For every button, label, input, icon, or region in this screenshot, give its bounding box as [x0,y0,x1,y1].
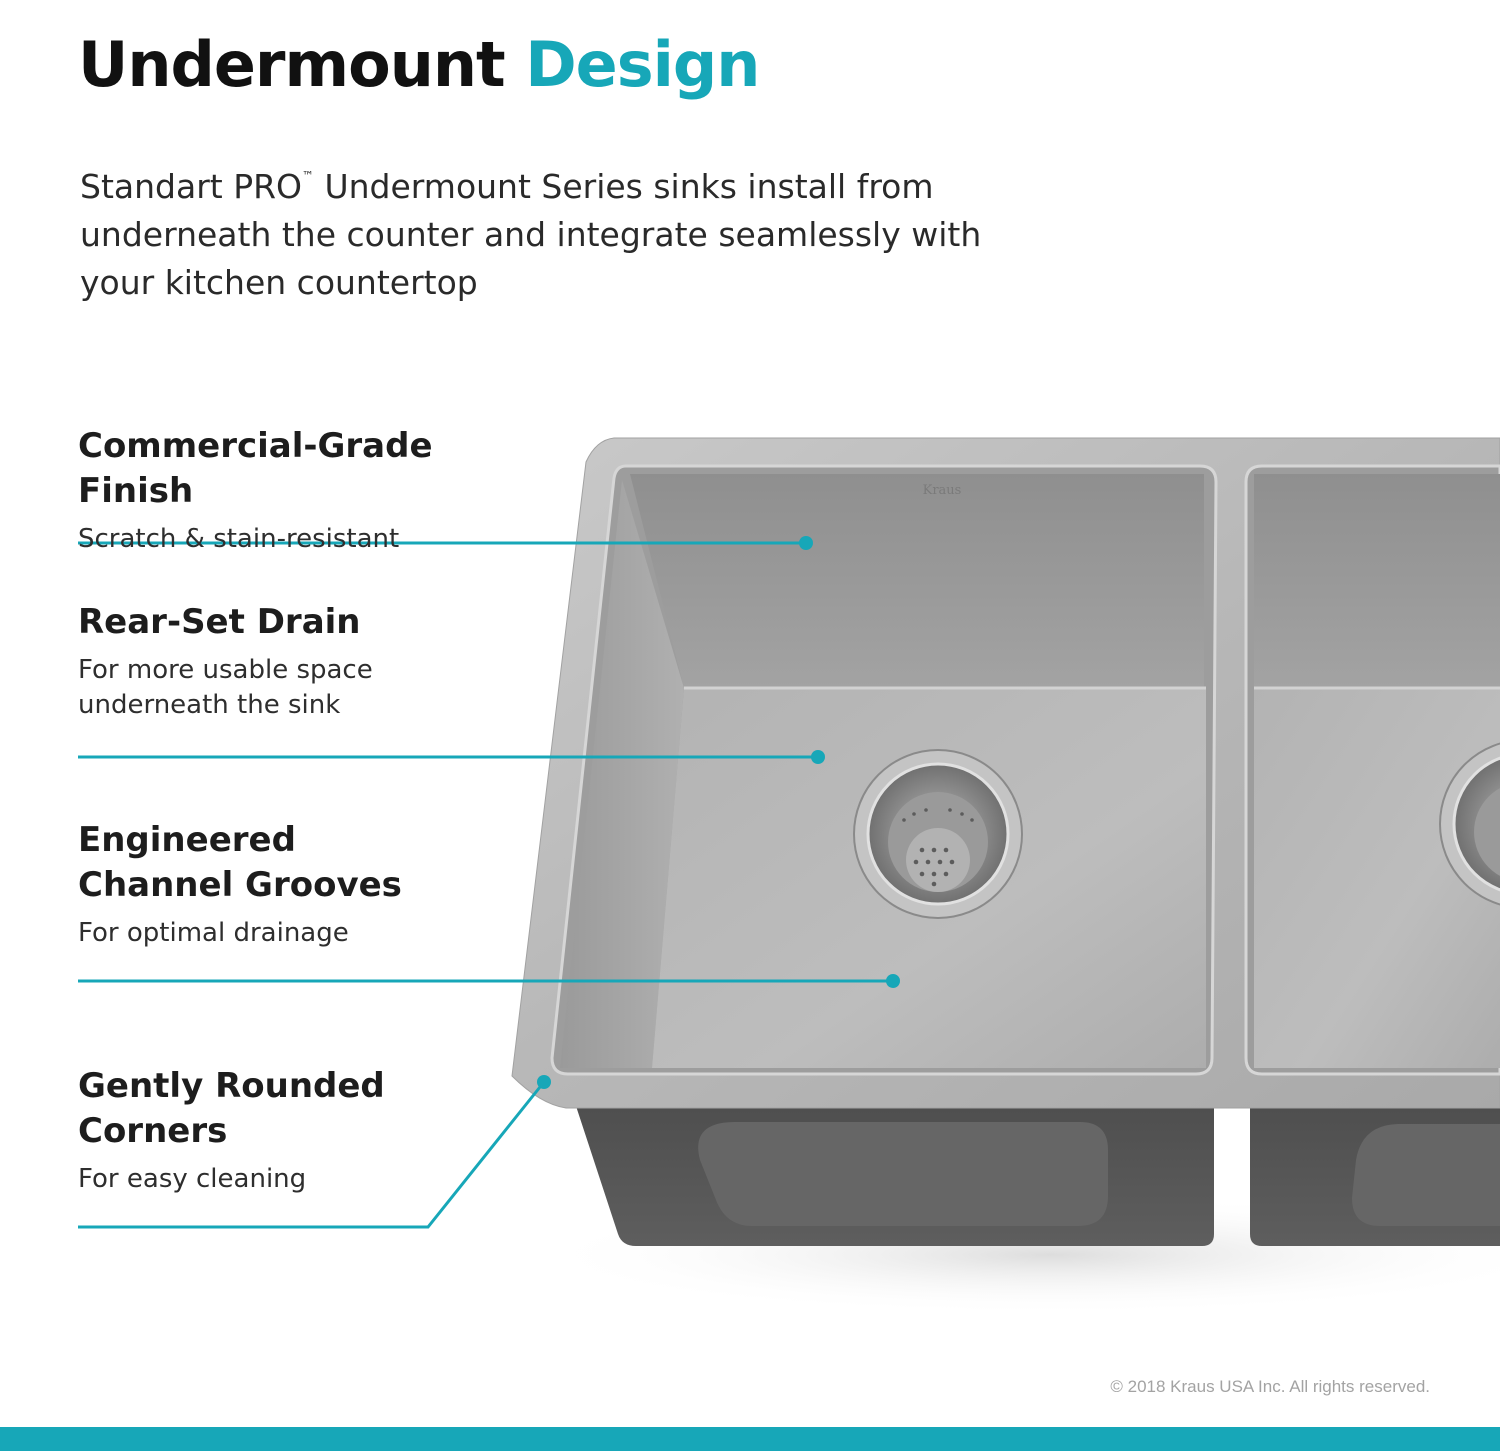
drain-strainer [854,750,1022,918]
intro-description: Undermount Series sinks install from underneath the counter and integrate seamlessly with your kitchen countertop [80,167,982,302]
copyright-notice: © 2018 Kraus USA Inc. All rights reserved. [1110,1377,1430,1396]
right-bowl-back-wall [1254,474,1500,688]
feature-gently-rounded-corners [78,1064,398,1197]
feature-engineered-channel-grooves [78,818,418,951]
callout-dot-drain [811,750,825,764]
trademark-symbol: ™ [302,169,314,183]
left-bowl-underside-panel [698,1122,1108,1226]
page-title [78,28,759,101]
sink-logo: Kraus [922,483,962,498]
bottom-accent-bar [0,1427,1500,1451]
left-bowl [552,466,1216,1074]
feature-title: Gently Rounded Corners [78,1066,385,1151]
feature-subtitle: Scratch & stain-resistant [78,524,400,554]
feature-subtitle: For optimal drainage [78,918,349,948]
left-bowl-back-wall [630,474,1204,688]
intro-paragraph [80,152,1060,307]
right-bowl [1246,466,1500,1074]
right-bowl-underside-panel [1352,1124,1500,1226]
title-main: Undermount [78,28,505,101]
callout-dot-corners [537,1075,551,1089]
feature-subtitle: For more usable space underneath the sink [78,655,373,720]
feature-title: Rear-Set Drain [78,602,361,642]
callout-dot-grooves [886,974,900,988]
feature-rear-set-drain [78,600,458,723]
feature-title: Commercial-Grade Finish [78,426,433,511]
feature-commercial-grade-finish [78,424,548,557]
feature-title: Engineered Channel Grooves [78,820,402,905]
feature-subtitle: For easy cleaning [78,1164,307,1194]
callout-dot-finish [799,536,813,550]
intro-product-name: Standart PRO [80,167,302,206]
title-accent: Design [525,28,760,101]
